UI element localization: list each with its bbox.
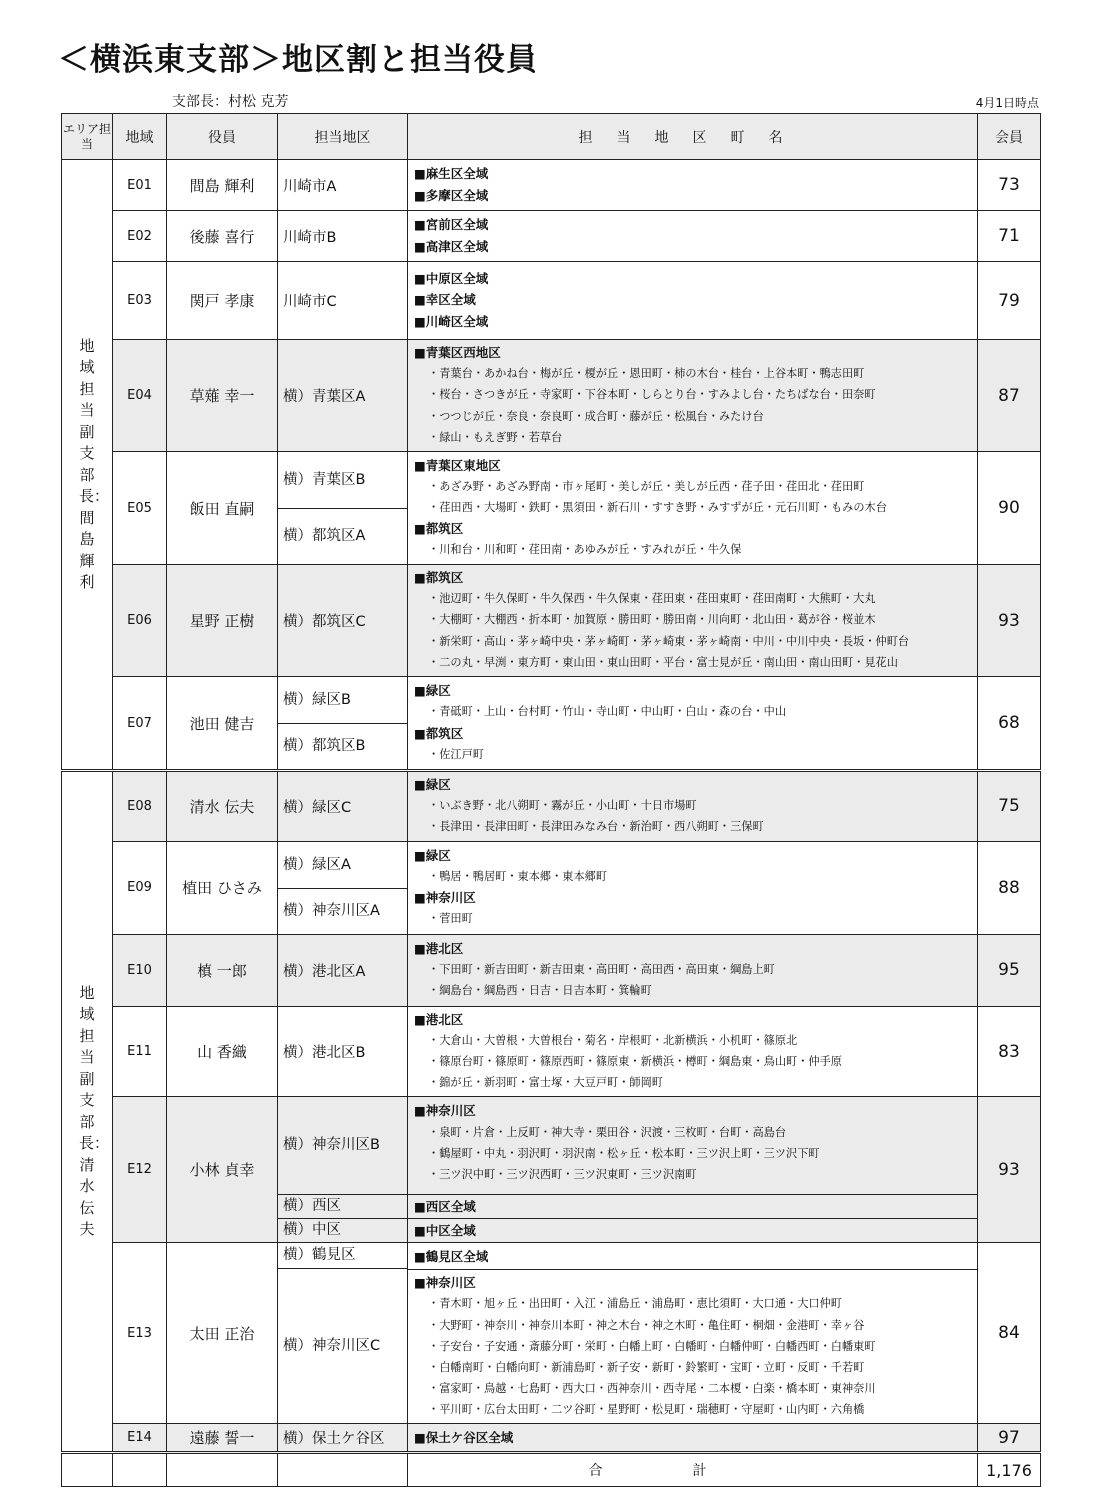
as-of-date: 4月1日時点 — [975, 96, 1039, 110]
officer-name: 槙 一郎 — [167, 934, 278, 1006]
area-cell — [62, 160, 113, 771]
towns-cell — [408, 565, 978, 677]
towns-cell — [408, 1424, 978, 1453]
region-code: E04 — [113, 340, 167, 452]
member-count: 93 — [978, 565, 1041, 677]
officer-name: 山 香織 — [167, 1006, 278, 1097]
page-title: ＜横浜東支部＞地区割と担当役員 — [58, 42, 538, 78]
district-split — [278, 677, 408, 771]
table-row — [62, 565, 1041, 677]
officer-name: 間島 輝利 — [167, 160, 278, 211]
header-officer: 役員 — [167, 114, 278, 160]
towns-section: ■多摩区全域 — [414, 187, 489, 203]
officer-name: 後藤 喜行 — [167, 211, 278, 262]
region-code: E02 — [113, 211, 167, 262]
region-code: E03 — [113, 262, 167, 340]
member-count: 97 — [978, 1424, 1041, 1453]
towns-section: ■麻生区全域 — [414, 166, 489, 182]
towns-cell — [408, 934, 978, 1006]
towns-line: ・鶴屋町・中丸・羽沢町・羽沢南・松ヶ丘・松本町・三ツ沢上町・三ツ沢下町 — [428, 1146, 820, 1160]
region-code: E07 — [113, 677, 167, 771]
towns-section: ■宮前区全域 — [414, 217, 489, 233]
district-name: 横）都筑区A — [283, 528, 366, 545]
towns-line: ・鴨居・鴨居町・東本郷・東本郷町 — [428, 869, 608, 883]
towns-line: ・下田町・新吉田町・新吉田東・高田町・高田西・高田東・綱島上町 — [428, 963, 775, 977]
member-count: 93 — [978, 1097, 1041, 1243]
district-name: 横）緑区A — [278, 842, 407, 889]
district-name: 横）中区 — [283, 1222, 341, 1239]
towns-line: ・白幡南町・白幡向町・新浦島町・新子安・新町・鈴繁町・宝町・立町・反町・千若町 — [428, 1361, 865, 1375]
district-name: 横）神奈川区A — [283, 902, 380, 919]
officer-name: 遠藤 誓一 — [167, 1424, 278, 1453]
region-code: E01 — [113, 160, 167, 211]
officer-name: 関戸 孝康 — [167, 262, 278, 340]
district-name: 川崎市A — [278, 160, 408, 211]
officer-name: 清水 伝夫 — [167, 771, 278, 842]
member-count: 95 — [978, 934, 1041, 1006]
district-name: 横）緑区C — [278, 771, 408, 842]
towns-cell — [408, 211, 978, 262]
district-name: 横）青葉区B — [278, 452, 407, 509]
towns-line: ・緑山・もえぎ野・若草台 — [428, 430, 563, 444]
towns-section: ■神奈川区 — [414, 890, 476, 906]
region-code: E14 — [113, 1424, 167, 1453]
total-label: 合計 — [408, 1453, 978, 1487]
region-code: E12 — [113, 1097, 167, 1243]
towns-section: ■鶴見区全域 — [408, 1244, 977, 1270]
district-name: 横）都筑区B — [283, 738, 366, 755]
region-code: E10 — [113, 934, 167, 1006]
towns-section: ■緑区 — [414, 683, 451, 699]
total-blank — [278, 1453, 408, 1487]
towns-line: ・つつじが丘・奈良・奈良町・成合町・藤が丘・松風台・みたけ台 — [428, 409, 764, 423]
towns-section: ■港北区 — [414, 940, 464, 956]
area-label: 地域担当副支部長：間島 輝利 — [79, 336, 110, 592]
table-row — [62, 841, 1041, 934]
towns-section: ■青葉区西地区 — [414, 345, 501, 360]
towns-cell — [408, 1097, 978, 1243]
towns-line: ・富家町・鳥越・七島町・西大口・西神奈川・西寺尾・二本榎・白楽・橋本町・東神奈川 — [428, 1382, 876, 1396]
district-name: 横）神奈川区C — [283, 1338, 381, 1355]
table-row — [62, 340, 1041, 452]
towns-section: ■神奈川区 — [414, 1103, 476, 1119]
towns-section: ■西区全域 — [408, 1195, 977, 1219]
table-row — [62, 160, 1041, 211]
region-code: E05 — [113, 452, 167, 565]
towns-section: ■青葉区東地区 — [414, 457, 501, 473]
district-name: 横）青葉区A — [278, 340, 408, 452]
towns-line: ・錦が丘・新羽町・富士塚・大豆戸町・師岡町 — [428, 1076, 663, 1090]
member-count: 87 — [978, 340, 1041, 452]
towns-section: ■港北区 — [414, 1011, 464, 1027]
officer-name: 太田 正治 — [167, 1243, 278, 1424]
towns-line: ・川和台・川和町・荏田南・あゆみが丘・すみれが丘・牛久保 — [428, 543, 742, 557]
towns-cell — [408, 340, 978, 452]
region-code: E06 — [113, 565, 167, 677]
member-count: 84 — [978, 1243, 1041, 1424]
towns-line: ・荏田西・大場町・鉄町・黒須田・新石川・すすき野・みすずが丘・元石川町・もみの木台 — [428, 500, 887, 514]
table-row — [62, 1243, 1041, 1424]
header-region: 地域 — [113, 114, 167, 160]
table-row — [62, 1097, 1041, 1243]
region-code: E08 — [113, 771, 167, 842]
district-name: 横）保土ケ谷区 — [278, 1424, 408, 1453]
towns-line: ・篠原台町・篠原町・篠原西町・篠原東・新横浜・樽町・綱島東・鳥山町・仲手原 — [428, 1055, 842, 1069]
district-name: 横）港北区A — [278, 934, 408, 1006]
towns-line: ・いぶき野・北八朔町・霧が丘・小山町・十日市場町 — [428, 799, 697, 813]
header-district: 担当地区 — [278, 114, 408, 160]
towns-line: ・青葉台・あかね台・梅が丘・榎が丘・恩田町・柿の木台・桂台・上谷本町・鴨志田町 — [428, 367, 865, 381]
district-name: 横）西区 — [278, 1195, 407, 1219]
district-name: 横）緑区B — [278, 677, 407, 724]
district-split — [278, 452, 408, 565]
towns-cell — [408, 262, 978, 340]
district-name: 川崎市C — [278, 262, 408, 340]
towns-section: ■中原区全域 — [414, 271, 489, 287]
district-split — [278, 1097, 408, 1243]
towns-line: ・大棚町・大棚西・折本町・加賀原・勝田町・勝田南・川向町・北山田・葛が谷・桜並木 — [428, 613, 876, 627]
table-row — [62, 452, 1041, 565]
district-name: 横）港北区B — [278, 1006, 408, 1097]
towns-line: ・子安台・子安通・斎藤分町・栄町・白幡上町・白幡町・白幡仲町・白幡西町・白幡東町 — [428, 1339, 876, 1353]
total-blank — [62, 1453, 113, 1487]
towns-section: ■幸区全域 — [414, 292, 476, 308]
assignment-table — [61, 113, 1041, 1487]
region-code: E13 — [113, 1243, 167, 1424]
table-row — [62, 1006, 1041, 1097]
header-row — [62, 114, 1041, 160]
towns-line: ・三ツ沢中町・三ツ沢西町・三ツ沢東町・三ツ沢南町 — [428, 1168, 697, 1182]
towns-line: ・青木町・旭ヶ丘・出田町・入江・浦島丘・浦島町・恵比須町・大口通・大口仲町 — [428, 1297, 842, 1311]
total-value: 1,176 — [978, 1453, 1041, 1487]
towns-section: ■神奈川区 — [414, 1275, 476, 1291]
member-count: 83 — [978, 1006, 1041, 1097]
towns-section: ■都筑区 — [414, 725, 464, 741]
towns-cell — [408, 677, 978, 771]
towns-cell — [408, 452, 978, 565]
table-row — [62, 677, 1041, 771]
towns-line: ・泉町・片倉・上反町・神大寺・栗田谷・沢渡・三枚町・台町・高島台 — [428, 1125, 787, 1139]
towns-cell — [408, 841, 978, 934]
towns-cell — [408, 771, 978, 842]
region-code: E09 — [113, 841, 167, 934]
towns-line: ・綱島台・綱島西・日吉・日吉本町・箕輪町 — [428, 984, 652, 998]
total-blank — [113, 1453, 167, 1487]
towns-line: ・新栄町・高山・茅ヶ崎中央・茅ヶ崎町・茅ヶ崎東・茅ヶ崎南・中川・中川中央・長坂・仲町台 — [428, 634, 910, 648]
table-row — [62, 211, 1041, 262]
towns-line: ・二の丸・早渕・東方町・東山田・東山田町・平台・富士見が丘・南山田・南山田町・見花山 — [428, 655, 898, 669]
officer-name: 池田 健吉 — [167, 677, 278, 771]
officer-name: 星野 正樹 — [167, 565, 278, 677]
district-name: 川崎市B — [278, 211, 408, 262]
district-name: 横）都筑区C — [278, 565, 408, 677]
towns-line: ・菅田町 — [428, 912, 473, 926]
towns-section: ■緑区 — [414, 847, 451, 863]
district-split — [278, 841, 408, 934]
towns-line: ・大野町・神奈川・神奈川本町・神之木台・神之木町・亀住町・桐畑・金港町・幸ヶ谷 — [428, 1318, 865, 1332]
towns-line: ・あざみ野・あざみ野南・市ヶ尾町・美しが丘・美しが丘西・荏子田・荏田北・荏田町 — [428, 479, 865, 493]
total-row — [62, 1453, 1041, 1487]
towns-line: ・青砥町・上山・台村町・竹山・寺山町・中山町・白山・森の台・中山 — [428, 705, 787, 719]
towns-line: ・佐江戸町 — [428, 747, 484, 761]
area-cell — [62, 771, 113, 1453]
header-area: エリア担当 — [62, 114, 113, 160]
towns-cell — [408, 160, 978, 211]
towns-line: ・池辺町・牛久保町・牛久保西・牛久保東・荏田東・荏田東町・荏田南町・大熊町・大丸 — [428, 592, 876, 606]
towns-line: ・長津田・長津田町・長津田みなみ台・新治町・西八朔町・三保町 — [428, 820, 764, 834]
district-name: 横）神奈川区B — [278, 1097, 407, 1195]
member-count: 71 — [978, 211, 1041, 262]
table-row — [62, 262, 1041, 340]
towns-section: ■川崎区全域 — [414, 313, 489, 329]
officer-name: 草薙 幸一 — [167, 340, 278, 452]
towns-section: ■中区全域 — [414, 1223, 476, 1239]
towns-section: ■緑区 — [414, 777, 451, 793]
member-count: 79 — [978, 262, 1041, 340]
towns-line: ・平川町・広台太田町・二ツ谷町・星野町・松見町・瑞穂町・守屋町・山内町・六角橋 — [428, 1403, 865, 1417]
branch-chief: 支部長：村松 克芳 — [172, 94, 289, 110]
region-code: E11 — [113, 1006, 167, 1097]
table-row — [62, 1424, 1041, 1453]
table-row — [62, 771, 1041, 842]
towns-section: ■保土ケ谷区全域 — [414, 1429, 514, 1445]
towns-section: ■高津区全域 — [414, 238, 489, 254]
member-count: 88 — [978, 841, 1041, 934]
member-count: 73 — [978, 160, 1041, 211]
towns-line: ・大倉山・大曽根・大曽根台・菊名・岸根町・北新横浜・小机町・篠原北 — [428, 1033, 798, 1047]
towns-section: ■都筑区 — [414, 570, 464, 586]
header-members: 会員 — [978, 114, 1041, 160]
towns-line: ・桜台・さつきが丘・寺家町・下谷本町・しらとり台・すみよし台・たちばな台・田奈町 — [428, 388, 876, 402]
towns-section: ■都筑区 — [414, 521, 464, 537]
member-count: 90 — [978, 452, 1041, 565]
officer-name: 小林 貞幸 — [167, 1097, 278, 1243]
table-row — [62, 934, 1041, 1006]
towns-cell — [408, 1006, 978, 1097]
district-name: 横）鶴見区 — [278, 1243, 407, 1269]
header-towns: 担当地区町名 — [408, 114, 978, 160]
towns-cell — [408, 1243, 978, 1424]
officer-name: 植田 ひさみ — [167, 841, 278, 934]
total-blank — [167, 1453, 278, 1487]
member-count: 75 — [978, 771, 1041, 842]
district-split — [278, 1243, 408, 1424]
area-label: 地域担当副支部長：清水 伝夫 — [79, 983, 110, 1239]
officer-name: 飯田 直嗣 — [167, 452, 278, 565]
member-count: 68 — [978, 677, 1041, 771]
